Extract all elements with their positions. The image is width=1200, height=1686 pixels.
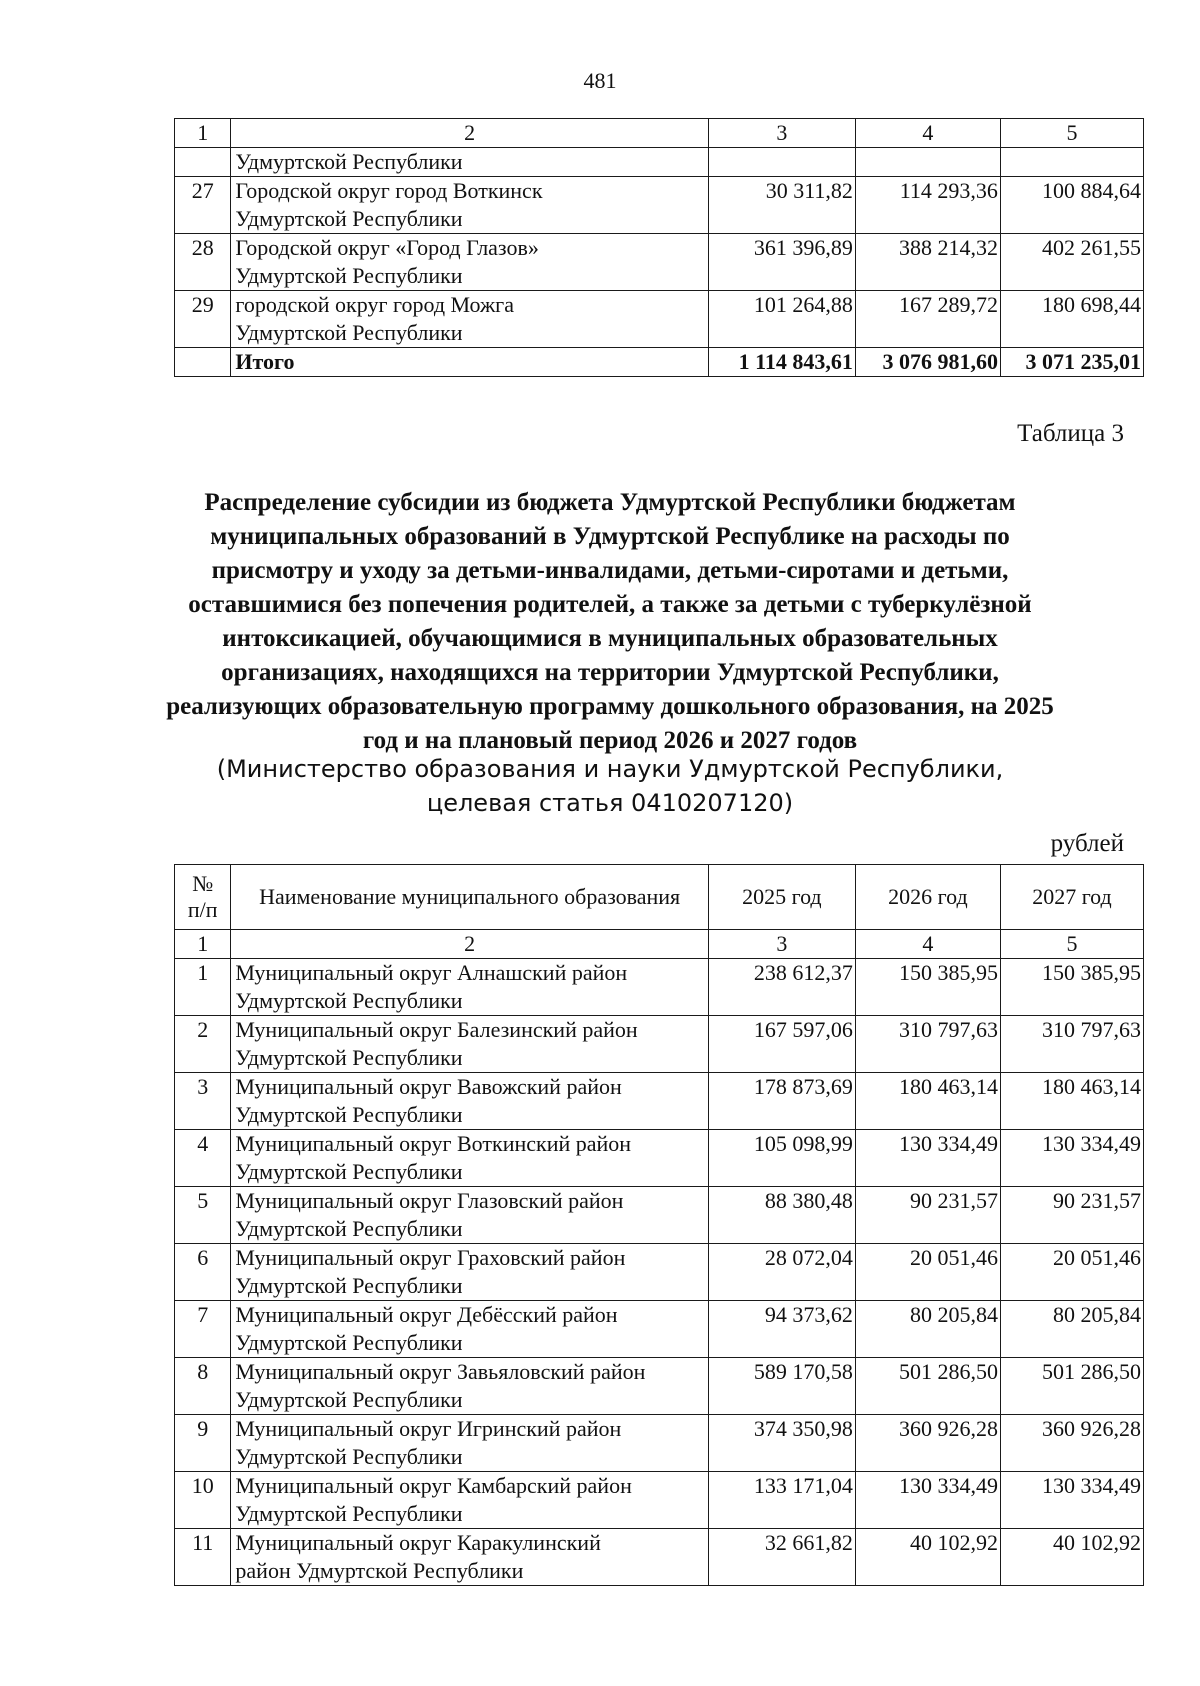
value-2026: 90 231,57: [855, 1187, 1000, 1244]
column-number: 4: [855, 119, 1000, 148]
value-2027: 180 463,14: [1000, 1073, 1143, 1130]
table-row: [175, 1301, 1144, 1358]
municipality-name: Муниципальный округ Завьяловский район Удмуртской Республики: [231, 1358, 708, 1415]
municipality-name: Муниципальный округ Граховский район Удмуртской Республики: [231, 1244, 708, 1301]
value-2026: 130 334,49: [855, 1472, 1000, 1529]
municipality-name: Муниципальный округ Глазовский район Удмуртской Республики: [231, 1187, 708, 1244]
municipality-name: Городской округ город Воткинск Удмуртской Республики: [231, 177, 708, 234]
value-2027: 150 385,95: [1000, 959, 1143, 1016]
value-2026: 80 205,84: [855, 1301, 1000, 1358]
header-2025: 2025 год: [708, 865, 855, 930]
value-2025: 105 098,99: [708, 1130, 855, 1187]
municipality-name: Муниципальный округ Алнашский район Удмуртской Республики: [231, 959, 708, 1016]
header-name: Наименование муниципального образования: [231, 865, 708, 930]
row-number: 6: [175, 1244, 231, 1301]
value-2025: 28 072,04: [708, 1244, 855, 1301]
municipality-name: Муниципальный округ Балезинский район Удмуртской Республики: [231, 1016, 708, 1073]
column-number: 3: [708, 930, 855, 959]
value-2027: 130 334,49: [1000, 1472, 1143, 1529]
value-2027: 130 334,49: [1000, 1130, 1143, 1187]
value-2025: 589 170,58: [708, 1358, 855, 1415]
header-number: № п/п: [175, 865, 231, 930]
subsidy-table: [174, 864, 1144, 1586]
column-number: 5: [1000, 930, 1143, 959]
row-number: 2: [175, 1016, 231, 1073]
value-2025: 88 380,48: [708, 1187, 855, 1244]
value-2026: 40 102,92: [855, 1529, 1000, 1586]
table-label: Таблица 3: [1017, 420, 1124, 447]
value-2026: 150 385,95: [855, 959, 1000, 1016]
table-row: [175, 1244, 1144, 1301]
table-row: [175, 1016, 1144, 1073]
total-2025: 1 114 843,61: [708, 348, 855, 377]
value-2025: 30 311,82: [708, 177, 855, 234]
value-2025: 178 873,69: [708, 1073, 855, 1130]
value-2025: 361 396,89: [708, 234, 855, 291]
total-2027: 3 071 235,01: [1000, 348, 1143, 377]
value-2027: 20 051,46: [1000, 1244, 1143, 1301]
value-2027: 100 884,64: [1000, 177, 1143, 234]
value-2026: 167 289,72: [855, 291, 1000, 348]
table-row: [175, 1358, 1144, 1415]
value-2026: 501 286,50: [855, 1358, 1000, 1415]
row-number: 8: [175, 1358, 231, 1415]
municipality-name: городской округ город Можга Удмуртской Республики: [231, 291, 708, 348]
row-number: 28: [175, 234, 231, 291]
value-2025: 167 597,06: [708, 1016, 855, 1073]
value-2026: 20 051,46: [855, 1244, 1000, 1301]
header-2027: 2027 год: [1000, 865, 1143, 930]
header-2026: 2026 год: [855, 865, 1000, 930]
column-number: 4: [855, 930, 1000, 959]
table-row: [175, 291, 1144, 348]
column-number: 2: [231, 119, 708, 148]
value-2025: 374 350,98: [708, 1415, 855, 1472]
header-row: [175, 865, 1144, 930]
table-row: [175, 1529, 1144, 1586]
column-number: 2: [231, 930, 708, 959]
column-number-row: [175, 930, 1144, 959]
value-2026: 114 293,36: [855, 177, 1000, 234]
row-number: 29: [175, 291, 231, 348]
page-number: 481: [583, 68, 617, 93]
table-row: [175, 177, 1144, 234]
value-2027: 501 286,50: [1000, 1358, 1143, 1415]
total-2026: 3 076 981,60: [855, 348, 1000, 377]
municipality-name: Муниципальный округ Камбарский район Удмуртской Республики: [231, 1472, 708, 1529]
column-number: 3: [708, 119, 855, 148]
municipality-name: Муниципальный округ Игринский район Удмуртской Республики: [231, 1415, 708, 1472]
value-2025: 133 171,04: [708, 1472, 855, 1529]
value-2026: 180 463,14: [855, 1073, 1000, 1130]
table-row: [175, 1472, 1144, 1529]
row-number: 7: [175, 1301, 231, 1358]
table-subtitle: (Министерство образования и науки Удмуртской Республики, целевая статья 0410207120): [216, 755, 1004, 817]
row-number: 11: [175, 1529, 231, 1586]
table-title: Распределение субсидии из бюджета Удмуртской Республики бюджетам муниципальных образований в Удмуртской Республике на расходы по присмотру и уходу за детьми-инвалидами, детьми-сиротами и детьми, оставшимися без попечения родителей, а также за детьми с туберкулёзной интоксикацией, обучающимися в муниципальных образовательных организациях, находящихся на территории Удмуртской Республики, реализующих образовательную программу дошкольного образования, на 2025 год и на плановый период 2026 и 2027 годов: [166, 489, 1054, 754]
municipality-name: Муниципальный округ Каракулинский район Удмуртской Республики: [231, 1529, 708, 1586]
value-2027: 80 205,84: [1000, 1301, 1143, 1358]
column-number: 5: [1000, 119, 1143, 148]
column-number: 1: [175, 119, 231, 148]
row-number: 27: [175, 177, 231, 234]
column-number-row: [175, 119, 1144, 148]
column-number: 1: [175, 930, 231, 959]
value-2026: 310 797,63: [855, 1016, 1000, 1073]
value-2025: 32 661,82: [708, 1529, 855, 1586]
total-label: Итого: [231, 348, 708, 377]
table-row: [175, 1073, 1144, 1130]
table-row: [175, 1415, 1144, 1472]
row-number: 5: [175, 1187, 231, 1244]
continuation-text: Удмуртской Республики: [231, 148, 708, 177]
table-row: [175, 148, 1144, 177]
value-2025: 94 373,62: [708, 1301, 855, 1358]
units-label: рублей: [1050, 830, 1124, 857]
value-2025: 238 612,37: [708, 959, 855, 1016]
value-2027: 402 261,55: [1000, 234, 1143, 291]
row-number: 3: [175, 1073, 231, 1130]
top-table: [174, 118, 1144, 377]
row-number: 1: [175, 959, 231, 1016]
value-2025: 101 264,88: [708, 291, 855, 348]
row-number: 10: [175, 1472, 231, 1529]
row-number: 9: [175, 1415, 231, 1472]
value-2027: 40 102,92: [1000, 1529, 1143, 1586]
municipality-name: Муниципальный округ Дебёсский район Удмуртской Республики: [231, 1301, 708, 1358]
municipality-name: Городской округ «Город Глазов» Удмуртской Республики: [231, 234, 708, 291]
value-2027: 180 698,44: [1000, 291, 1143, 348]
table-row: [175, 959, 1144, 1016]
value-2027: 360 926,28: [1000, 1415, 1143, 1472]
value-2026: 130 334,49: [855, 1130, 1000, 1187]
table-row: [175, 1130, 1144, 1187]
value-2027: 90 231,57: [1000, 1187, 1143, 1244]
value-2027: 310 797,63: [1000, 1016, 1143, 1073]
total-row: [175, 348, 1144, 377]
municipality-name: Муниципальный округ Вавожский район Удмуртской Республики: [231, 1073, 708, 1130]
row-number: 4: [175, 1130, 231, 1187]
table-row: [175, 234, 1144, 291]
value-2026: 388 214,32: [855, 234, 1000, 291]
table-row: [175, 1187, 1144, 1244]
municipality-name: Муниципальный округ Воткинский район Удмуртской Республики: [231, 1130, 708, 1187]
value-2026: 360 926,28: [855, 1415, 1000, 1472]
